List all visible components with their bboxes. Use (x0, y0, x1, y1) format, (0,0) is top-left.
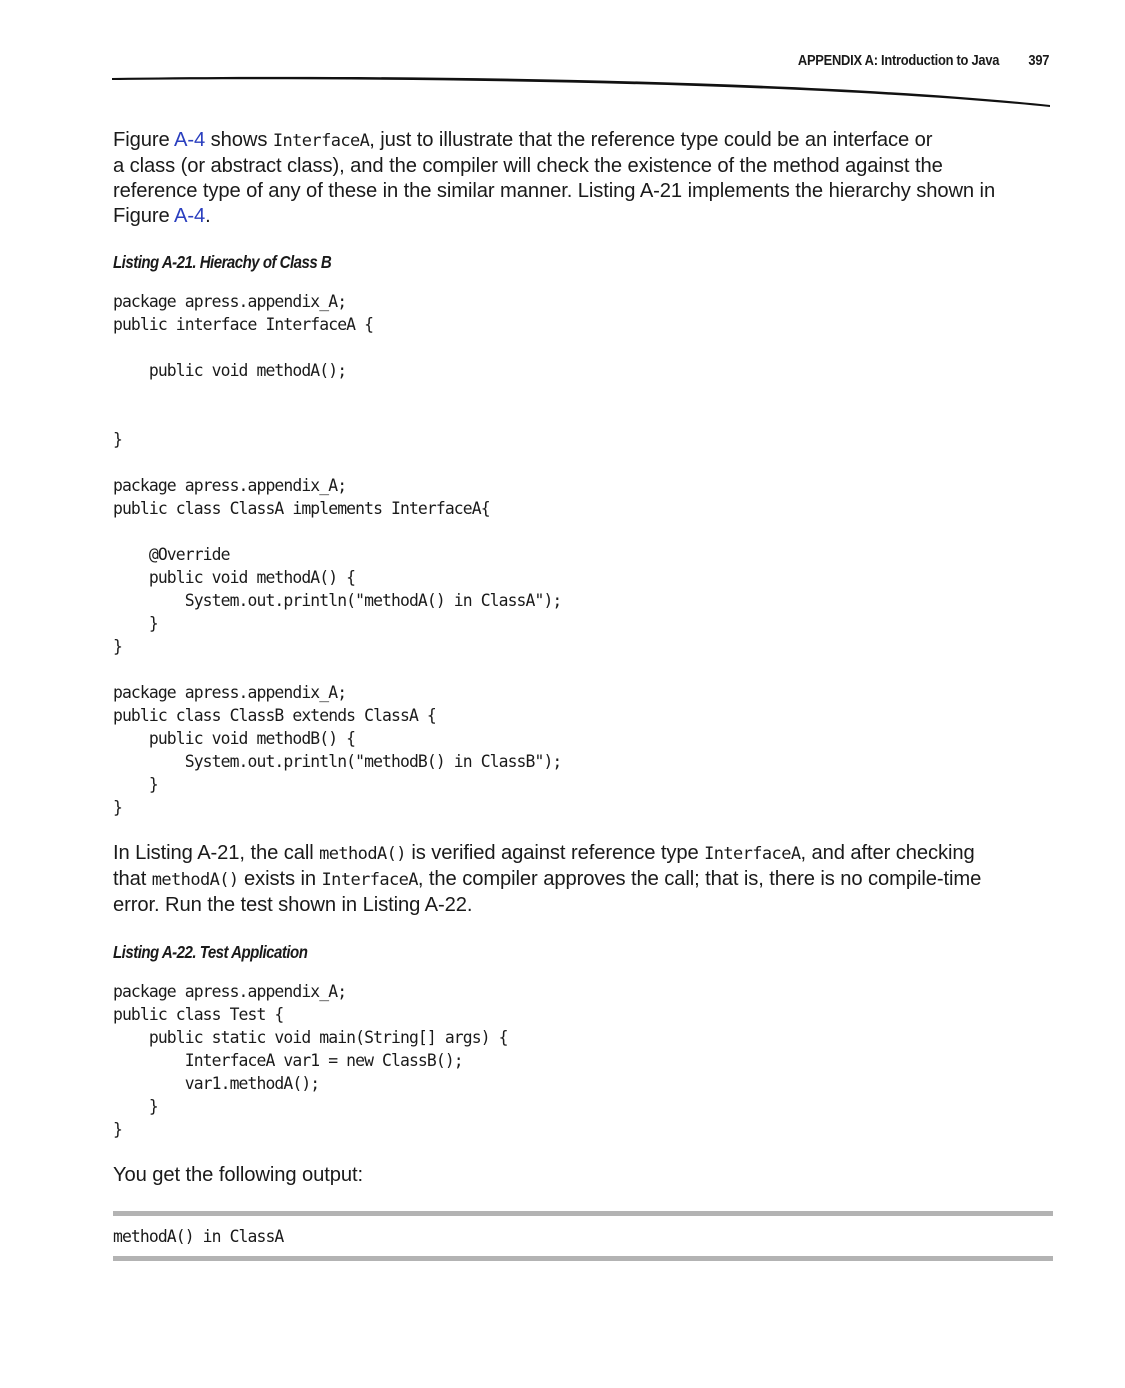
text-run: shows (205, 129, 273, 151)
paragraph-output-intro: You get the following output: (113, 1164, 364, 1186)
text-run: reference type of any of these in the similar manner. Listing A-21 implements the hierarchy shown in (113, 180, 996, 202)
page-number: 397 (1028, 52, 1049, 69)
code-listing: package apress.appendix_A; public interface InterfaceA { public void methodA(); } package apress.appendix_A; public class ClassA implements InterfaceA{ @Override public void methodA() { System.out.println("methodA() in ClassA"); } } package apress.appendix_A; public class ClassB extends ClassA { public void methodB() { System.out.println("methodB() in ClassB"); } } (113, 292, 562, 817)
text-run: In Listing A-21, the call (113, 842, 320, 864)
program-output: methodA() in ClassA (113, 1227, 284, 1246)
code-listing: package apress.appendix_A; public class Test { public static void main(String[] args) { InterfaceA var1 = new ClassB(); var1.methodA(); } } (113, 982, 508, 1139)
inline-code: InterfaceA (704, 844, 801, 864)
text-run: exists in (238, 868, 322, 890)
inline-code: methodA() (151, 870, 239, 890)
running-head (798, 52, 1049, 69)
text-run: Figure (113, 129, 175, 151)
page-content (113, 128, 1053, 1261)
inline-code: methodA() (319, 844, 406, 864)
text-run: Figure (113, 205, 175, 227)
text-run: that (113, 868, 152, 890)
inline-code: InterfaceA (272, 131, 370, 151)
text-run: . (205, 205, 211, 227)
listing-caption: Listing A-21. Hierachy of Class B (113, 252, 332, 272)
paragraph-intro (113, 128, 1053, 229)
text-run: , and after checking (800, 842, 975, 864)
running-title: APPENDIX A: Introduction to Java (797, 52, 999, 69)
text-run: a class (or abstract class), and the compiler will check the existence of the method against the (113, 155, 943, 177)
text-run: , just to illustrate that the reference type could be an interface or (369, 129, 933, 151)
listing-caption: Listing A-22. Test Application (113, 942, 308, 962)
header-rule (112, 72, 1052, 112)
figure-link[interactable]: A-4 (174, 205, 206, 227)
text-run: is verified against reference type (405, 842, 705, 864)
inline-code: InterfaceA (321, 870, 418, 890)
paragraph-explanation (113, 841, 1053, 918)
text-run: , the compiler approves the call; that is, there is no compile-time (417, 868, 982, 890)
figure-link[interactable]: A-4 (174, 129, 206, 151)
text-run: error. Run the test shown in Listing A-22. (113, 894, 473, 916)
output-box (113, 1211, 1053, 1261)
